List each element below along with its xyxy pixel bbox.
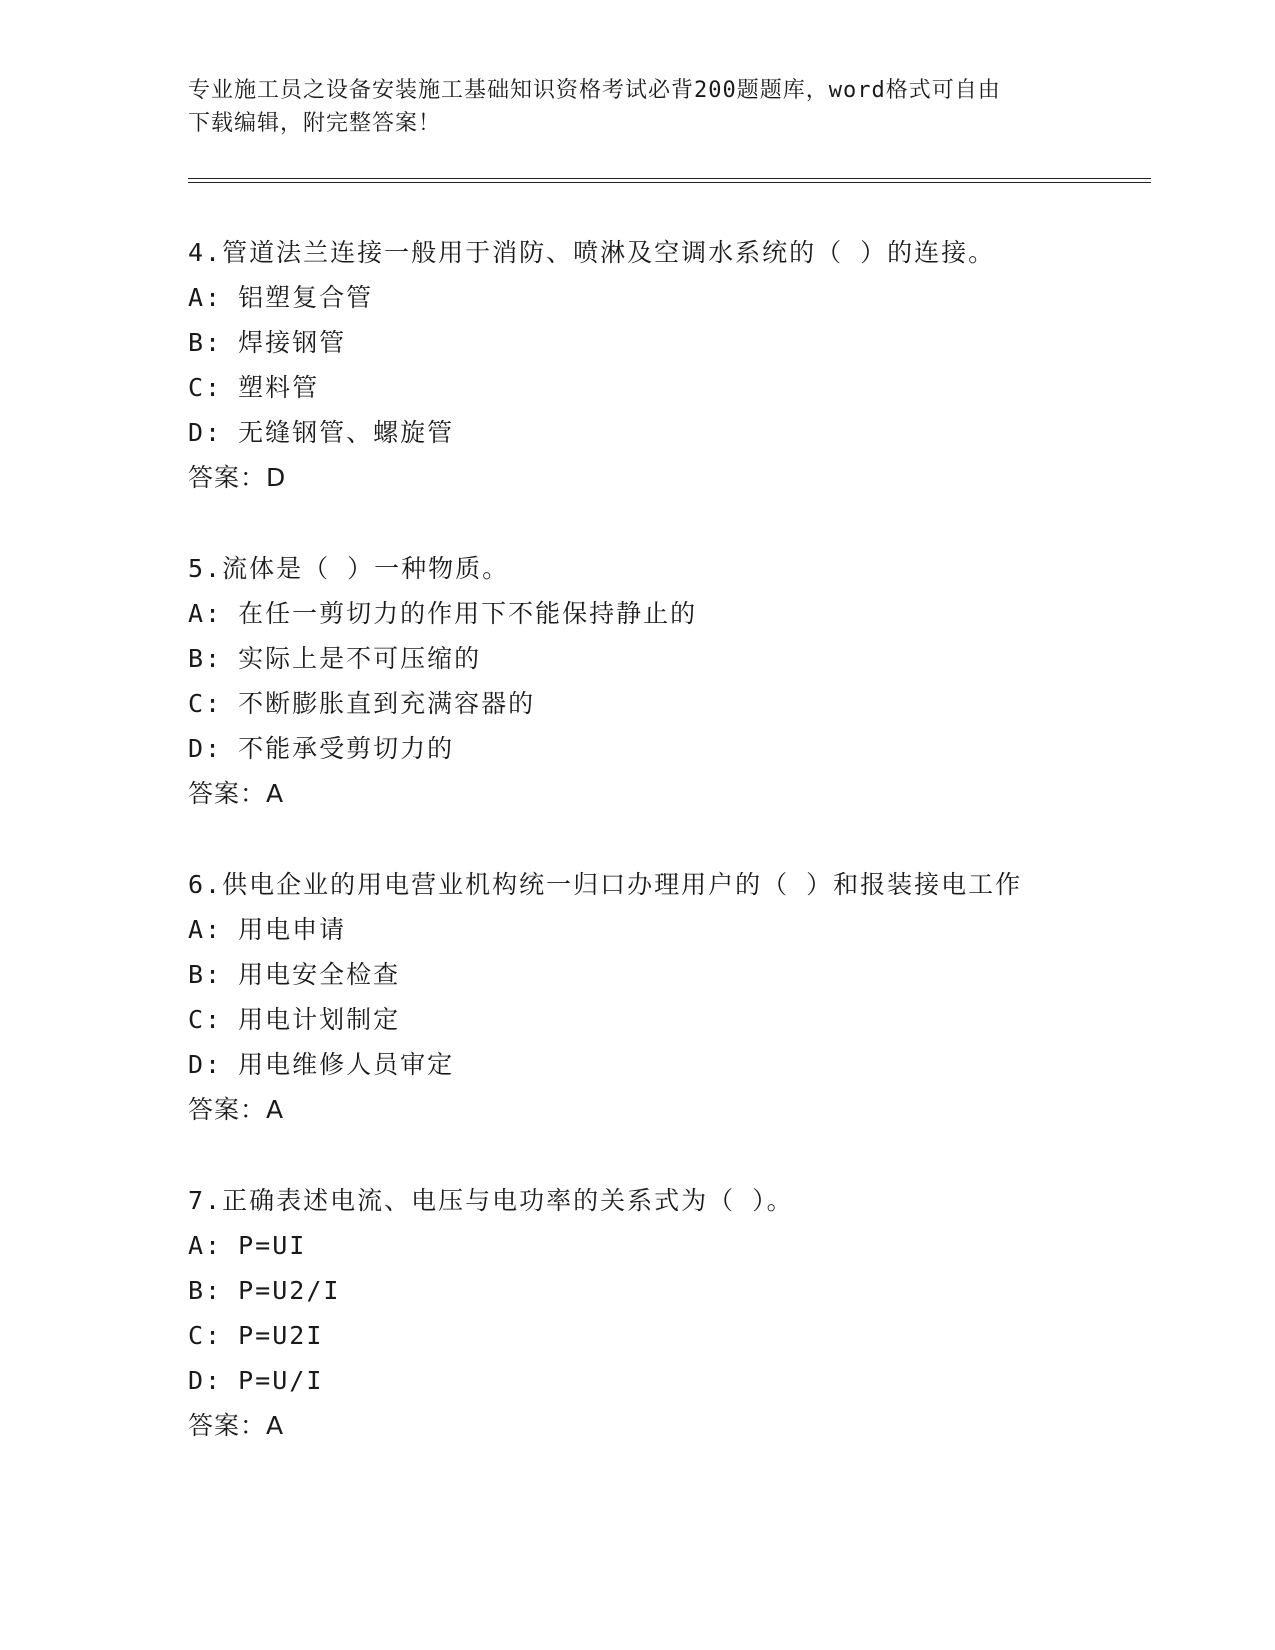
option-b bbox=[188, 952, 1188, 997]
option-b bbox=[188, 320, 1188, 365]
option-c bbox=[188, 997, 1188, 1042]
question-stem: 7.正确表述电流、电压与电功率的关系式为（ ）。 bbox=[188, 1186, 794, 1215]
option-a bbox=[188, 907, 1188, 952]
header-line-2: 下载编辑，附完整答案！ bbox=[188, 111, 442, 136]
option-d bbox=[188, 726, 1188, 771]
question-stem: 5.流体是（ ）一种物质。 bbox=[188, 554, 510, 583]
option-c bbox=[188, 1313, 1188, 1358]
option-d bbox=[188, 1358, 1188, 1403]
option-letter: C: bbox=[188, 1321, 223, 1350]
question-5 bbox=[188, 546, 1188, 816]
option-letter: D: bbox=[188, 1050, 223, 1079]
option-letter: C: bbox=[188, 689, 223, 718]
option-letter: B: bbox=[188, 328, 223, 357]
option-d bbox=[188, 410, 1188, 455]
option-b bbox=[188, 636, 1188, 681]
option-text: 用电维修人员审定 bbox=[238, 1050, 455, 1079]
option-text: 不能承受剪切力的 bbox=[238, 734, 455, 763]
option-letter: B: bbox=[188, 644, 223, 673]
option-text: 在任一剪切力的作用下不能保持静止的 bbox=[238, 599, 698, 628]
option-a bbox=[188, 1223, 1188, 1268]
option-d bbox=[188, 1042, 1188, 1087]
option-text: 无缝钢管、螺旋管 bbox=[238, 418, 455, 447]
option-letter: A: bbox=[188, 599, 223, 628]
question-6 bbox=[188, 862, 1188, 1132]
option-b bbox=[188, 1268, 1188, 1313]
answer-line: 答案：A bbox=[188, 1095, 285, 1124]
option-letter: C: bbox=[188, 1005, 223, 1034]
option-text: 焊接钢管 bbox=[238, 328, 347, 357]
document-header bbox=[188, 74, 1088, 140]
question-stem: 4.管道法兰连接一般用于消防、喷淋及空调水系统的（ ）的连接。 bbox=[188, 238, 996, 267]
option-text: 塑料管 bbox=[238, 373, 320, 402]
option-letter: A: bbox=[188, 915, 223, 944]
option-c bbox=[188, 681, 1188, 726]
option-text: P=U2I bbox=[238, 1321, 324, 1350]
answer-line: 答案：A bbox=[188, 1411, 285, 1440]
option-text: 用电安全检查 bbox=[238, 960, 401, 989]
option-letter: A: bbox=[188, 283, 223, 312]
answer-line: 答案：A bbox=[188, 779, 285, 808]
option-letter: B: bbox=[188, 960, 223, 989]
option-a bbox=[188, 275, 1188, 320]
option-letter: D: bbox=[188, 734, 223, 763]
answer-line: 答案：D bbox=[188, 463, 287, 492]
option-letter: D: bbox=[188, 418, 223, 447]
option-c bbox=[188, 365, 1188, 410]
option-letter: C: bbox=[188, 373, 223, 402]
option-letter: B: bbox=[188, 1276, 223, 1305]
option-text: P=UI bbox=[238, 1231, 307, 1260]
option-text: P=U2/I bbox=[238, 1276, 341, 1305]
option-text: 不断膨胀直到充满容器的 bbox=[238, 689, 536, 718]
question-4 bbox=[188, 230, 1188, 500]
option-text: 用电申请 bbox=[238, 915, 347, 944]
option-a bbox=[188, 591, 1188, 636]
option-letter: A: bbox=[188, 1231, 223, 1260]
option-text: 铝塑复合管 bbox=[238, 283, 374, 312]
header-line-1: 专业施工员之设备安装施工基础知识资格考试必背200题题库，word格式可自由 bbox=[188, 78, 1001, 103]
option-text: P=U/I bbox=[238, 1366, 324, 1395]
question-7 bbox=[188, 1178, 1188, 1448]
option-letter: D: bbox=[188, 1366, 223, 1395]
header-double-rule bbox=[188, 178, 1151, 183]
option-text: 实际上是不可压缩的 bbox=[238, 644, 482, 673]
option-text: 用电计划制定 bbox=[238, 1005, 401, 1034]
question-stem: 6.供电企业的用电营业机构统一归口办理用户的（ ）和报装接电工作 bbox=[188, 870, 1023, 899]
